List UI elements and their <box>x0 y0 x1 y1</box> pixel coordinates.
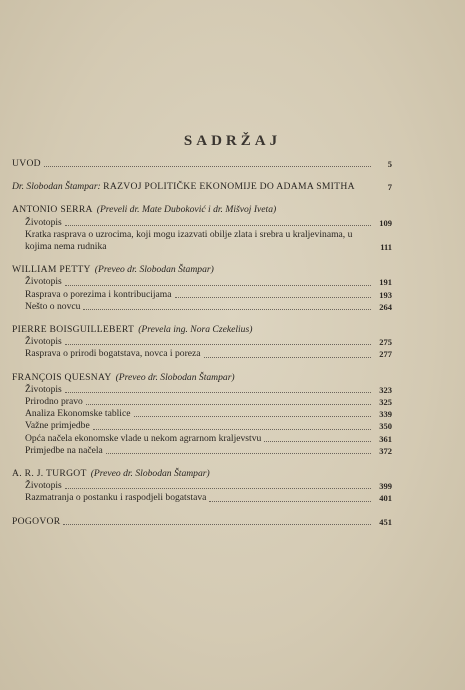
toc-item <box>12 301 392 313</box>
dot-leader <box>65 488 371 489</box>
toc-item <box>12 408 392 420</box>
item-label: Životopis <box>25 480 62 492</box>
entry-author: Dr. Slobodan Štampar: <box>12 181 101 193</box>
page-number: 339 <box>379 409 392 420</box>
toc-item <box>12 433 392 445</box>
page-number: 325 <box>379 397 392 408</box>
entry-title: RAZVOJ POLITIČKE EKONOMIJE DO ADAMA SMITHA <box>103 181 355 193</box>
item-label: Životopis <box>25 336 62 348</box>
page-number: 7 <box>387 182 392 193</box>
dot-leader <box>63 524 371 525</box>
item-label: Prirodno pravo <box>25 396 83 408</box>
section-translator: (Preveli dr. Mate Duboković i dr. Mišvoj Iveta) <box>96 204 277 216</box>
section-translator: (Preveo dr. Slobodan Štampar) <box>94 264 214 276</box>
section-translator: (Preveo dr. Slobodan Štampar) <box>90 468 210 480</box>
toc-item <box>12 480 392 492</box>
page-number: 109 <box>379 217 392 228</box>
toc-section-turgot <box>12 468 392 505</box>
page-number: 264 <box>379 301 392 312</box>
toc-item <box>12 384 392 396</box>
dot-leader <box>134 416 372 417</box>
toc-section-serra <box>12 204 392 253</box>
item-label: Važne primjedbe <box>25 420 90 432</box>
dot-leader <box>264 441 371 442</box>
section-author: PIERRE BOISGUILLEBERT <box>12 324 135 336</box>
toc-item <box>12 336 392 348</box>
page-number: 323 <box>379 384 392 395</box>
page-number: 275 <box>379 337 392 348</box>
page-number: 401 <box>379 493 392 504</box>
dot-leader <box>93 429 371 430</box>
toc-item <box>12 348 392 360</box>
item-label: Životopis <box>25 383 62 395</box>
page-number: 451 <box>379 516 392 527</box>
dot-leader <box>204 357 371 358</box>
table-of-contents <box>12 158 392 539</box>
item-label: Kratka rasprava o uzrocima, koji mogu izazvati obilje zlata i srebra u kraljevinama, u kojima nema rudnika <box>25 228 353 253</box>
item-label: Primjedbe na načela <box>25 444 103 456</box>
entry-label: POGOVOR <box>12 515 61 527</box>
dot-leader <box>86 404 371 405</box>
toc-item <box>12 445 392 457</box>
section-author: A. R. J. TURGOT <box>12 468 87 480</box>
toc-item <box>12 420 392 432</box>
page-title: SADRŽAJ <box>183 133 282 149</box>
item-label: Rasprava o porezima i kontribucijama <box>25 288 172 300</box>
item-label: Opća načela ekonomske vlade u nekom agrarnom kraljevstvu <box>25 432 262 444</box>
dot-leader <box>65 392 371 393</box>
page-number: 350 <box>379 421 392 432</box>
page-number: 5 <box>387 159 392 169</box>
toc-item <box>12 396 392 408</box>
item-label: Životopis <box>25 216 62 228</box>
toc-section-petty <box>12 264 392 313</box>
section-translator: (Preveo dr. Slobodan Štampar) <box>115 371 235 383</box>
dot-leader <box>65 285 371 286</box>
dot-leader <box>83 309 371 310</box>
toc-section-boisguillebert <box>12 324 392 361</box>
toc-section-quesnay <box>12 372 392 457</box>
section-translator: (Prevela ing. Nora Czekelius) <box>138 324 253 336</box>
toc-entry-pogovor <box>12 516 392 528</box>
toc-entry-uvod <box>12 158 392 170</box>
item-label: Rasprava o prirodi bogatstava, novca i poreza <box>25 348 201 360</box>
section-author: ANTONIO SERRA <box>12 204 93 216</box>
section-author: WILLIAM PETTY <box>12 264 91 276</box>
toc-item <box>12 289 392 301</box>
toc-item <box>12 492 392 504</box>
toc-item <box>12 276 392 288</box>
section-author: FRANÇOIS QUESNAY <box>12 371 112 383</box>
item-label: Analiza Ekonomske tablice <box>25 408 131 420</box>
page-number: 193 <box>379 289 392 300</box>
item-label: Životopis <box>25 276 62 288</box>
page-number: 111 <box>380 242 392 253</box>
item-label: Razmatranja o postanku i raspodjeli bogatstava <box>25 492 207 504</box>
dot-leader <box>175 297 371 298</box>
page-number: 191 <box>379 277 392 288</box>
dot-leader <box>209 501 371 502</box>
page-number: 277 <box>379 349 392 360</box>
toc-item <box>12 217 392 229</box>
page-number: 361 <box>379 433 392 444</box>
item-label: Nešto o novcu <box>25 300 81 312</box>
toc-item <box>12 229 392 253</box>
page-number: 399 <box>379 481 392 492</box>
dot-leader <box>65 225 371 226</box>
page-number: 372 <box>379 445 392 456</box>
toc-entry-razvoj <box>12 181 392 193</box>
entry-label: UVOD <box>12 158 41 169</box>
dot-leader <box>106 453 371 454</box>
dot-leader <box>44 166 371 167</box>
dot-leader <box>65 344 371 345</box>
